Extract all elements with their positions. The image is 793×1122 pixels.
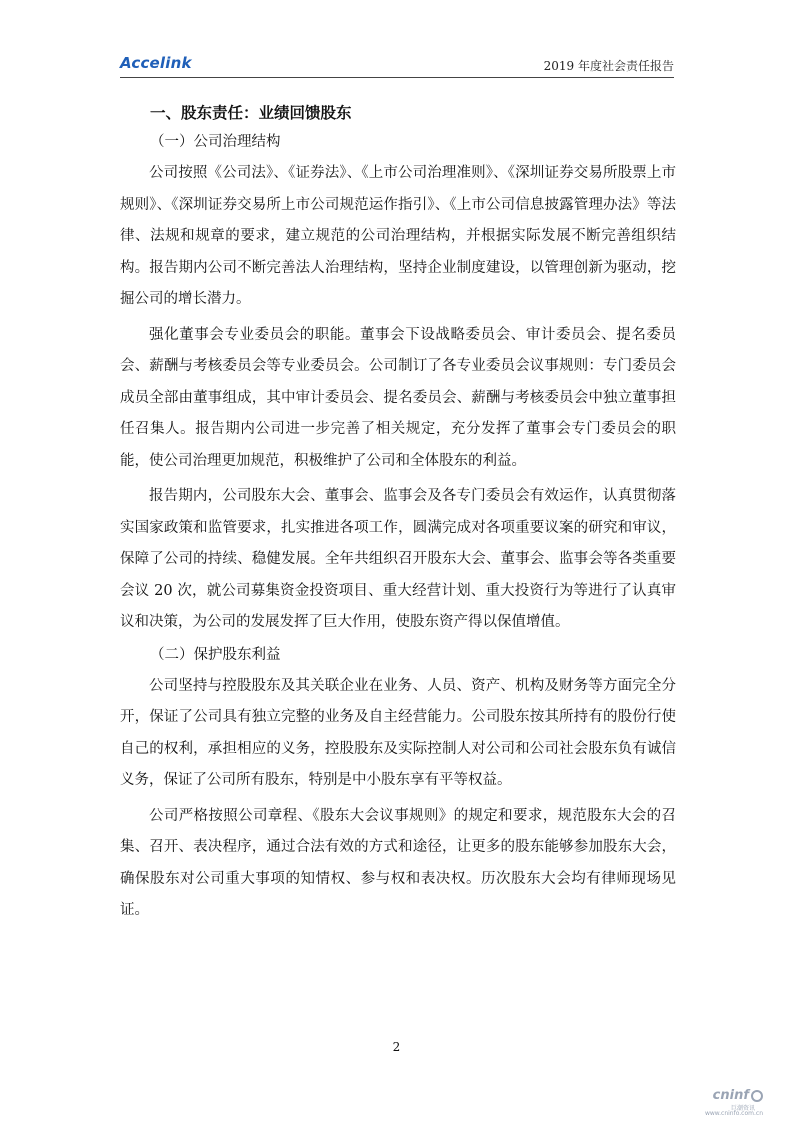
cninfo-watermark <box>693 1088 763 1116</box>
paragraph-shareholder-2: 公司严格按照公司章程、《股东大会议事规则》的规定和要求，规范股东大会的召集、召开、表决程序，通过合法有效的方式和途径，让更多的股东能够参加股东大会，确保股东对公司重大事项的知情权、参与权和表决权。历次股东大会均有律师现场见证。 <box>120 807 676 918</box>
header-divider <box>120 77 674 78</box>
page-header <box>120 52 674 78</box>
watermark-brand: cninf <box>712 1088 749 1103</box>
paragraph-governance-1: 公司按照《公司法》、《证券法》、《上市公司治理准则》、《深圳证券交易所股票上市规则》、《深圳证券交易所上市公司规范运作指引》、《上市公司信息披露管理办法》等法律、法规和规章的要求，建立规范的公司治理结构，并根据实际发展不断完善组织结构。报告期内公司不断完善法人治理结构，坚持企业制度建设，以管理创新为驱动，挖掘公司的增长潜力。 <box>120 165 676 307</box>
paragraph-shareholder-1: 公司坚持与控股股东及其关联企业在业务、人员、资产、机构及财务等方面完全分开，保证了公司具有独立完整的业务及自主经营能力。公司股东按其所持有的股份行使自己的权利，承担相应的义务，控股股东及实际控制人对公司和公司社会股东负有诚信义务，保证了公司所有股东，特别是中小股东享有平等权益。 <box>120 677 676 788</box>
paragraph-governance-3: 报告期内，公司股东大会、董事会、监事会及各专门委员会有效运作，认真贯彻落实国家政策和监管要求，扎实推进各项工作，圆满完成对各项重要议案的研究和审议，保障了公司的持续、稳健发展。全年共组织召开股东大会、董事会、监事会等各类重要会议 20 次，就公司募集资金投资项目、重大经营计划、重大投资行为等进行了认真审议和决策，为公司的发展发挥了巨大作用，使股东资产得以保值增值。 <box>120 488 676 630</box>
watermark-url: www.cninfo.com.cn <box>704 1110 763 1117</box>
main-content <box>120 100 676 927</box>
report-title: 2019 年度社会责任报告 <box>543 59 674 73</box>
section-title: 一、股东责任：业绩回馈股东 <box>150 104 352 122</box>
subsection-heading-1: （一）公司治理结构 <box>150 134 281 150</box>
paragraph-governance-2: 强化董事会专业委员会的职能。董事会下设战略委员会、审计委员会、提名委员会、薪酬与考核委员会等专业委员会。公司制订了各专业委员会议事规则：专门委员会成员全部由董事组成，其中审计委员会、提名委员会、薪酬与考核委员会中独立董事担任召集人。报告期内公司进一步完善了相关规定，充分发挥了董事会专门委员会的职能，使公司治理更加规范，积极维护了公司和全体股东的利益。 <box>120 326 676 469</box>
subsection-heading-2: （二）保护股东利益 <box>150 646 281 663</box>
page-number: 2 <box>392 1040 401 1054</box>
watermark-chinese: 巨潮资讯 <box>730 1105 755 1112</box>
cninfo-logo-icon <box>751 1090 763 1102</box>
accelink-logo: Accelink <box>120 54 192 72</box>
